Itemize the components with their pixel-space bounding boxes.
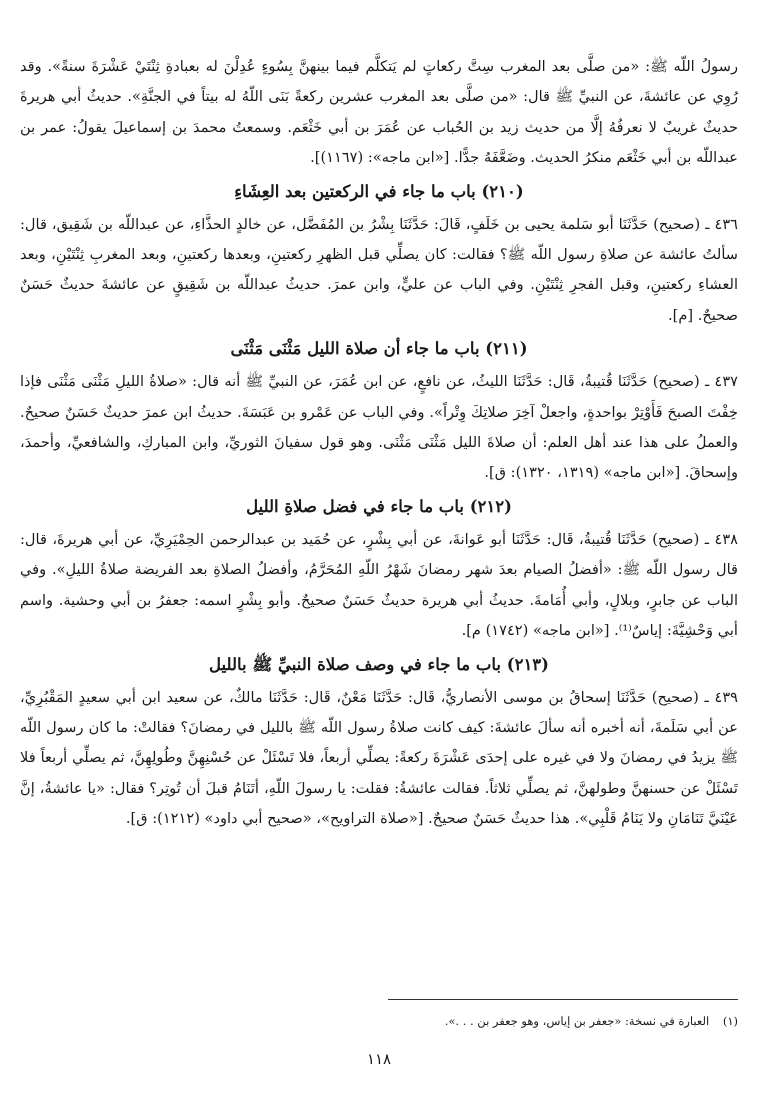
footnote — [20, 1012, 738, 1030]
section-heading-212: (٢١٢) باب ما جاء في فضل صلاةِ الليل — [246, 496, 512, 516]
intro-paragraph — [20, 52, 738, 174]
page-body — [20, 52, 738, 835]
intro-line: وسمعتُ محمدَ بن إسماعيلَ يقولُ: عمر بن عبداللّه بن أبي خَثْعَم منكرُ الحديث. وضَعَّفَهُ جدًّا. [«ابن ماجه»: — [20, 118, 738, 167]
intro-line: سنةً». وقد رُوِي عن عائشةَ، عن النبيِّ ﷺ قال: «من صلَّى بعد المغرب عشرين ركعةً بَنَى اللّهُ له بيتاً في — [20, 58, 738, 106]
hadith-436 — [20, 210, 738, 332]
hadith-number: ٤٣٩ ـ — [704, 688, 738, 706]
hadith-number: ٤٣٦ ـ — [705, 215, 738, 233]
hadith-437 — [20, 367, 738, 489]
intro-line: (١١٦٧)]. — [310, 149, 364, 167]
hadith-text: (صحيح) حَدَّثَنَا قُتيبةُ، قَال: حَدَّثَنَا أبو عَوانةَ، عن أبي بِشْرٍ، عن حُمَيد بن عبدالرحمن الحِمْيَرِيِّ، عن أبي هريرةَ، قال: قال رسول اللّه ﷺ: «أفضلُ الصيام بعدَ شهر رمضانَ شَهْرُ اللّهِ المُحَرَّمُ، وأفضلُ الصلاةِ بعد الفريضة صلاةُ الليلِ». وفي الباب عن جابرٍ، وبلالٍ، وأبي أُمَامةَ. حديثُ أبي هريرة حديثٌ حَسَنٌ صحيحٌ. وأبو بِشْرٍ اسمه: جعفرُ بن أبي وحشية. واسم أبي وَحْشِيَّةَ: إياسٌ⁽¹⁾. [«ابن ماجه» (١٧٤٢) م]. — [20, 530, 738, 640]
footnote-text: العبارة في نسخة: «جعفر بن إياس، وهو جعفر بن . . .». — [444, 1014, 710, 1028]
section-heading-213: (٢١٣) باب ما جاء في وصف صلاة النبيِّ ﷺ بالليل — [209, 654, 549, 674]
hadith-438 — [20, 525, 738, 647]
intro-line: الجنَّةِ». حديثُ أبي هريرةَ حديثٌ غريبٌ لا نعرفُهُ إلَّا من حديث زيد بن الحُباب عن عُمَرَ بن أبي خَثْعَم. — [20, 88, 739, 136]
hadith-number: ٤٣٧ ـ — [704, 373, 739, 391]
hadith-text: (صحيح) حَدَّثَنَا إسحاقُ بن موسى الأنصاريُّ، قَال: حَدَّثَنَا مَعْنٌ، قَال: حَدَّثَنَا مالكٌ، عن سعيد ابن أبي سعيدٍ المَقْبُرِيِّ، عن أبي سَلَمةَ، أنه أخبره أنه سألَ عائشةَ: كيف كانت صلاةُ رسول اللّه ﷺ بالليل في رمضانَ؟ فقالتْ: ما كان رسول اللّه ﷺ يزيدُ في رمضانَ ولا في غيره على إحدَى عَشْرَةَ ركعةً: يصلِّي أربعاً، فلا تَسْئَلْ عن حُسْنِهِنَّ وطُولِهِنَّ، ثم يصلِّي أربعاً فلا تَسْئَلْ عن حسنهنَّ وطولهنَّ، ثم يصلِّي ثلاثاً. فقالت عائشةُ: فقلت: يا رسولَ اللّهِ، أتَنَامُ قبلَ أن تُوتِر؟ فقال: «يا عائشةُ، إنَّ عَيْنَيَّ تَنَامَانِ ولا يَنَامُ قَلْبِي». هذا حديثٌ حَسَنٌ صحيحٌ. [«صلاة التراويح»، «صحيح أبي داود» (١٢١٢): ق]. — [20, 688, 738, 828]
section-heading-211: (٢١١) باب ما جاء أن صلاة الليل مَثْنَى مَثْنَى — [230, 339, 528, 359]
section-heading-210: (٢١٠) باب ما جاء في الركعتين بعد العِشَاءِ — [234, 181, 524, 201]
page-number: ١١٨ — [366, 1050, 392, 1068]
intro-line: رسولُ اللّه ﷺ: «من صلَّى بعد المغرب سِتَّ ركعاتٍ لم يَتكلَّم فيما بينهنَّ بِسُوءٍ عُدِلْنَ له بعبادةِ ثِنْتَيْ عَشْرَةَ — [91, 58, 738, 75]
hadith-number: ٤٣٨ ـ — [704, 530, 739, 548]
footnote-number: (١) — [722, 1014, 738, 1028]
hadith-439 — [20, 683, 738, 835]
hadith-text: (صحيح) حَدَّثَنَا أبو سَلمة يحيى بن خَلَفٍ، قَالَ: حَدَّثَنَا بِشْرُ بن المُفَضَّل، عن خالدٍ الحذَّاءِ، عن عبداللّه بن شَقِيق، قال: سألتُ عائشة عن صلاةِ رسول اللّه ﷺ؟ فقالت: كان يصلِّي قبل الظهرِ ركعتينِ، وبعدها ركعتينِ، وبعد المغربِ ثِنْتَيْنِ، وبعد العشاءِ ركعتينِ، وقبل الفجرِ ثِنْتَيْنِ. وفي الباب عن عليٍّ، وابن عمرَ. حديثُ عبداللّه بن شَقِيقٍ عن عائشةَ حديثٌ حَسَنٌ صحيحٌ. [م]. — [20, 215, 738, 324]
hadith-text: (صحيح) حَدَّثَنَا قُتيبةُ، قَال: حَدَّثَنَا الليثُ، عن نافعٍ، عن ابن عُمَرَ، عن النبيِّ ﷺ أنه قال: «صلاةُ الليلِ مَثْنَى مَثْنَى فإذا خِفْتَ الصبحَ فَأَوْتِرْ بواحدةٍ، واجعلْ آخِرَ صلاتِكَ وِتْراً». وفي الباب عن عَمْرو بن عَبَسَةَ. حديثُ ابن عمرَ حديثٌ حَسَنٌ صحيحٌ. والعملُ على هذا عند أهل العلم: أن صلاةَ الليل مَثْنَى مَثْنَى. وهو قول سفيانَ الثوريِّ، وابن المباركِ، والشافعيِّ، وأحمدَ، وإسحاقَ. [«ابن ماجه» (١٣١٩، ١٣٢٠): ق]. — [20, 373, 738, 482]
footnote-divider — [388, 999, 738, 1000]
